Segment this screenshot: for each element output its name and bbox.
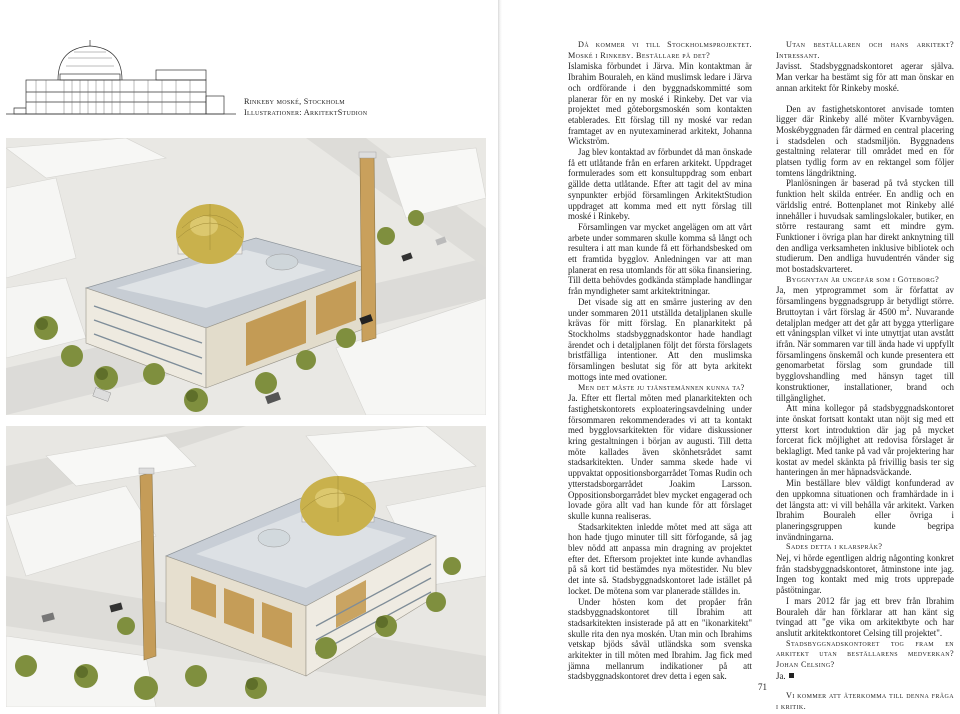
- body-paragraph: Församlingen var mycket angelägen om att vårt arbete under sommaren skulle komma så långt och resultera i att man kunde få ett förhandsbesked om ett framtida bygglov. Anledningen var att man planerat en resa utomlands för att söka finansiering. Till detta behövdes godkända stämplade handlingar från myndigheter samt arkitektritningar.: [568, 221, 752, 297]
- caption-title: Rinkeby moské, Stockholm: [244, 97, 345, 106]
- figure-caption: [244, 96, 464, 118]
- interview-question: Men det måste ju tjänstemännen kunna ta?: [578, 382, 745, 392]
- interview-question: Då kommer vi till Stockholmsprojektet. Moské i Rinkeby. Beställare på det?: [568, 40, 752, 60]
- page-number: 71: [758, 682, 767, 692]
- right-page: [502, 0, 960, 714]
- interview-question: Utan beställaren och hans arkitekt? Intressant.: [776, 40, 954, 60]
- body-paragraph: Min beställare blev väldigt konfunderad av den uppkomna situationen och framhärdade in i det längsta att: vi vill behålla vår arkitekt. Varken Ibrahim Bouraleh eller övriga i planeringsgruppen kunde begripa invändningarna.: [776, 478, 954, 542]
- interview-question: Vi kommer att återkomma till denna fråga i kritik.: [776, 691, 954, 712]
- body-paragraph: Planlösningen är baserad på två stycken till funktion helt skilda entréer. En andlig och en världslig entré. Bottenplanet mot Rinkeby allé innehåller i huvudsak samlingslokaler, butiker, en större restaurang samt ett mindre gym. Funktioner i övriga plan har direkt anknytning till den andliga verksamheten inklusive bibliotek och studierum. Den andliga huvudentrén vänder sig mot bostadskvarteret.: [776, 178, 954, 275]
- body-paragraph: Ja.: [776, 671, 954, 682]
- mosque-rendering-top: [6, 138, 486, 415]
- body-paragraph: Ja, men ytprogrammet som är författat av församlingens byggnadsgrupp är betydligt större. Bruttoytan i vårt förslag är 4500 $m^2$. Nuvarande detaljplan medger att det går att bygga ytterligare ett våningsplan vilket vi inte utnyttjat utan avstått ifrån. När sommaren var till ända hade vi uppfyllt församlingens önskemål och kunde presentera ett genomarbetat förslag som grundade till bygglovshandling med hänsyn taget till konstruktioner, installationer, brand och tillgänglighet.: [776, 285, 954, 403]
- elevation-drawing: [6, 36, 236, 124]
- interview-question: Stadsbyggnadskontoret tog fram en arkitekt utan beställarens medverkan? Johan Celsing?: [776, 638, 954, 670]
- body-paragraph: I mars 2012 får jag ett brev från Ibrahim Bouraleh där han förklarar att han känt sig tvingad att "ge vika om arkitektbyte och har anslutit arkitektkontoret Celsing till projektet".: [776, 595, 954, 638]
- caption-credit: Illustrationer: ArkitektStudion: [244, 108, 368, 117]
- body-paragraph: Under hösten kom det propåer från stadsbyggnadskontoret till Ibrahim att stadsarkitekten insisterade på att en "ikonarkitekt" skulle rita den nya moskén. Utan min och Ibrahims vetskap bjöds såväl utländska som svenska arkitekter in till möten med Ibrahim. Jag fick med jämna mellanrum indikationer på att stadsbyggnadskontoret drev detta i egen sak.: [568, 596, 752, 682]
- body-paragraph: Att mina kollegor på stadsbyggnadskontoret inte önskat fortsatt kontakt utan nöjt sig med ett ytterst kort introduktion där jag på mycket forcerat fick möjlighet att redovisa förslaget är beklagligt. Med tanke på vad vår projektering har kostat av medel skänkta på frivillig basis ter sig hanteringen än mer häpnadsväckande.: [776, 403, 954, 478]
- body-paragraph: Stadsarkitekten inledde mötet med att säga att hon hade tjugo minuter till sitt förfogande, så jag blev nödd att anpassa min dragning av projektet efter det. Eftersom projektet inte kunde avhandlas på så kort tid bestämdes nya mötestider. Nu blev det inte så. Stadsbyggnadskontoret lade istället på locket. De mötena som var planerade ställdes in.: [568, 521, 752, 596]
- text-column-left: [568, 40, 752, 682]
- body-paragraph: Det visade sig att en smärre justering av den under sommaren 2011 utställda detaljplanen skulle krävas för mitt förslag. En planarkitekt på Stockholms stadsbyggnadskontor hade handlagt ärendet och i detaljplanen följt det första förslagets bristfälliga intentioner. Att den muslimska församlingen beslutat sig för att byta arkitekt mottogs inte med ovationer.: [568, 296, 752, 382]
- interview-question: Byggnytan är ungefär som i Göteborg?: [786, 274, 940, 284]
- body-paragraph: Ja. Efter ett flertal möten med planarkitekten och fastighetskontorets exploateringsavdelning under försommaren rekommenderades vi att ta kontakt med bygglovsarkitekten för vidare diskussioner kring gestaltningen i början av augusti. Till detta möte kallades även skönhetsrådet samt stadsarkitekten. Under samma skede hade vi uppvaktat oppositionsborgarrådet Tomas Rudin och ytterstadsborgarrådet Joakim Larsson. Oppositionsborgarrådet blev mycket engagerad och lovade göra allt vad han kunde för att förslaget skulle kunna realiseras.: [568, 393, 752, 521]
- interview-question: Sades detta i klarspråk?: [786, 542, 883, 552]
- body-paragraph: Nej, vi hörde egentligen aldrig någonting konkret från stadsbyggnadskontoret, åtminstone inte jag. Ingen tog kontakt med mig trots upprepade påstötningar.: [776, 553, 954, 596]
- body-paragraph: Den av fastighetskontoret anvisade tomten ligger där Rinkeby allé möter Kvarnbyvägen. Moskébyggnaden får därmed en central placering i stadsdelen och stadsmiljön. Byggnadens gestaltning relaterar till området med en för platsen tydlig form av en rektangel som följer tomtens längdriktning.: [776, 103, 954, 178]
- body-paragraph: Islamiska förbundet i Järva. Min kontaktman är Ibrahim Bouraleh, en känd muslimsk ledare i Järva och ordförande i den byggnadskommitté som planerar för en ny moské i Rinkeby. Det var via projektet med göteborgsmoskén som kontakten etablerades. Ett förslag till ny moské var redan framtaget av en nyutexaminerad arkitekt, Johanna Wickström.: [568, 61, 752, 147]
- body-paragraph: Javisst. Stadsbyggnadskontoret agerar själva. Man verkar ha bestämt sig för att man önskar en annan arkitekt för Rinkeby moské.: [776, 61, 954, 93]
- body-paragraph: Jag blev kontaktad av förbundet då man önskade få ett utlåtande från en erfaren arkitekt. Uppdraget formulerades som ett konsultuppdrag som enbart gällde detta utlåtande. Efter att tagit del av mina synpunkter erbjöd församlingen ArkitektStudion uppdraget att komma med ett nytt förslag till moské i Rinkeby.: [568, 147, 752, 222]
- end-mark: [789, 673, 794, 678]
- text-column-right: [776, 40, 954, 713]
- mosque-rendering-bottom: [6, 426, 486, 707]
